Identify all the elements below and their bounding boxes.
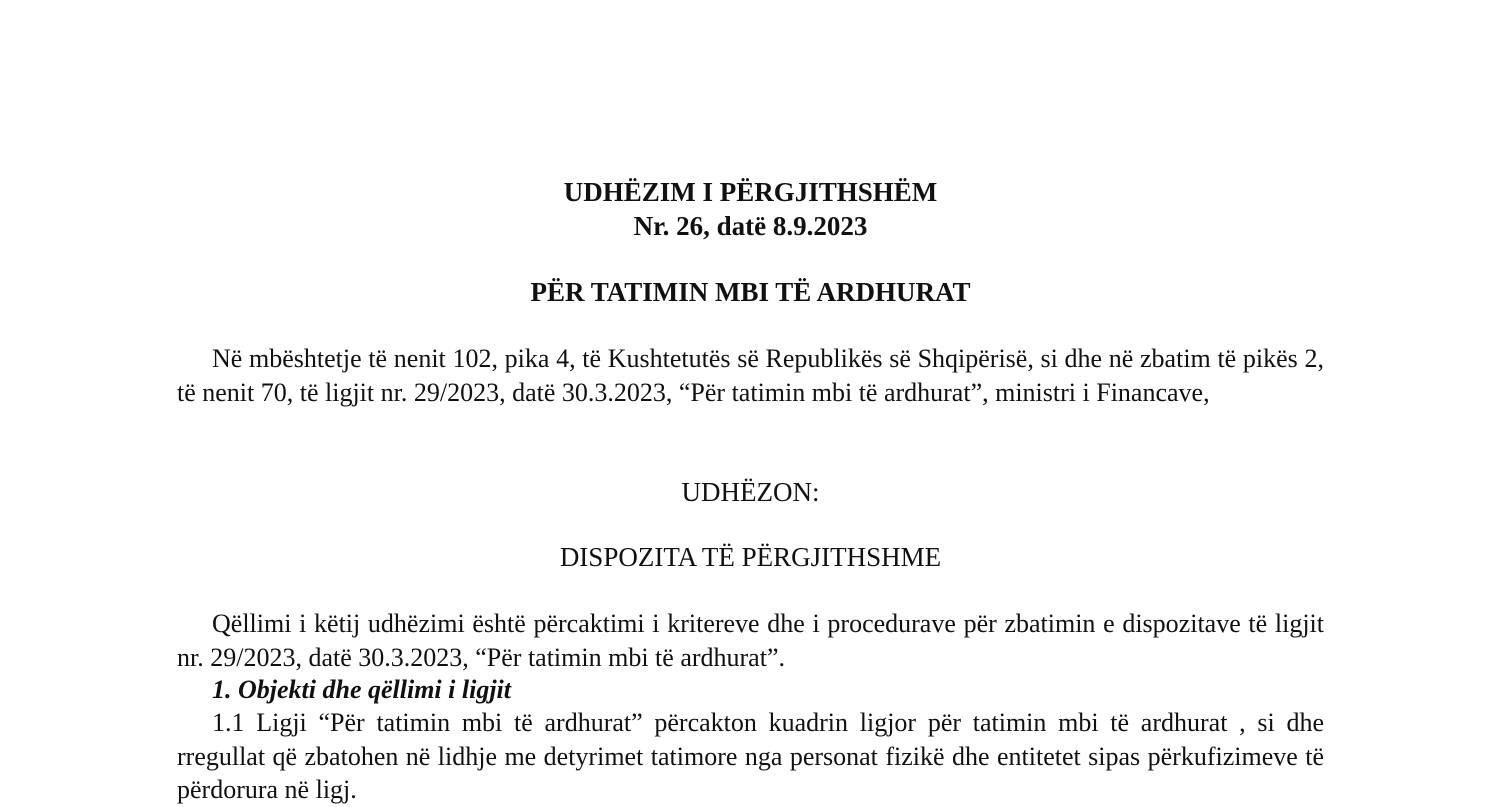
instructs-heading: UDHËZON: (681, 477, 820, 507)
document-subject: PËR TATIMIN MBI TË ARDHURAT (530, 277, 971, 307)
preamble-paragraph: Në mbështetje të nenit 102, pika 4, të Kushtetutës së Republikës së Shqipërisë, si dhe në zbatim të pikës 2, të nenit 70, të ligjit nr. 29/2023, datë 30.3.2023, “Për tatimin mbi të ardhurat”, ministri i Financave, (177, 344, 1324, 407)
purpose-paragraph: Qëllimi i këtij udhëzimi është përcaktimi i kritereve dhe i procedurave për zbatimin e dispozitave të ligjit nr. 29/2023, datë 30.3.2023, “Për tatimin mbi të ardhurat”. (177, 609, 1324, 672)
document-number-date: Nr. 26, datë 8.9.2023 (633, 211, 868, 241)
section-1-1-paragraph: 1.1 Ligji “Për tatimin mbi të ardhurat” përcakton kuadrin ligjor për tatimin mbi të ardhurat , si dhe rregullat që zbatohen në lidhje me detyrimet tatimore nga personat fizikë dhe entitetet sipas përkufizimeve të përdorura në ligj. (177, 708, 1324, 804)
document-page (177, 0, 1324, 804)
section-1-heading: 1. Objekti dhe qëllimi i ligjit (212, 675, 511, 704)
general-provisions-heading: DISPOZITA TË PËRGJITHSHME (559, 542, 942, 572)
document-title: UDHËZIM I PËRGJITHSHËM (563, 177, 938, 207)
